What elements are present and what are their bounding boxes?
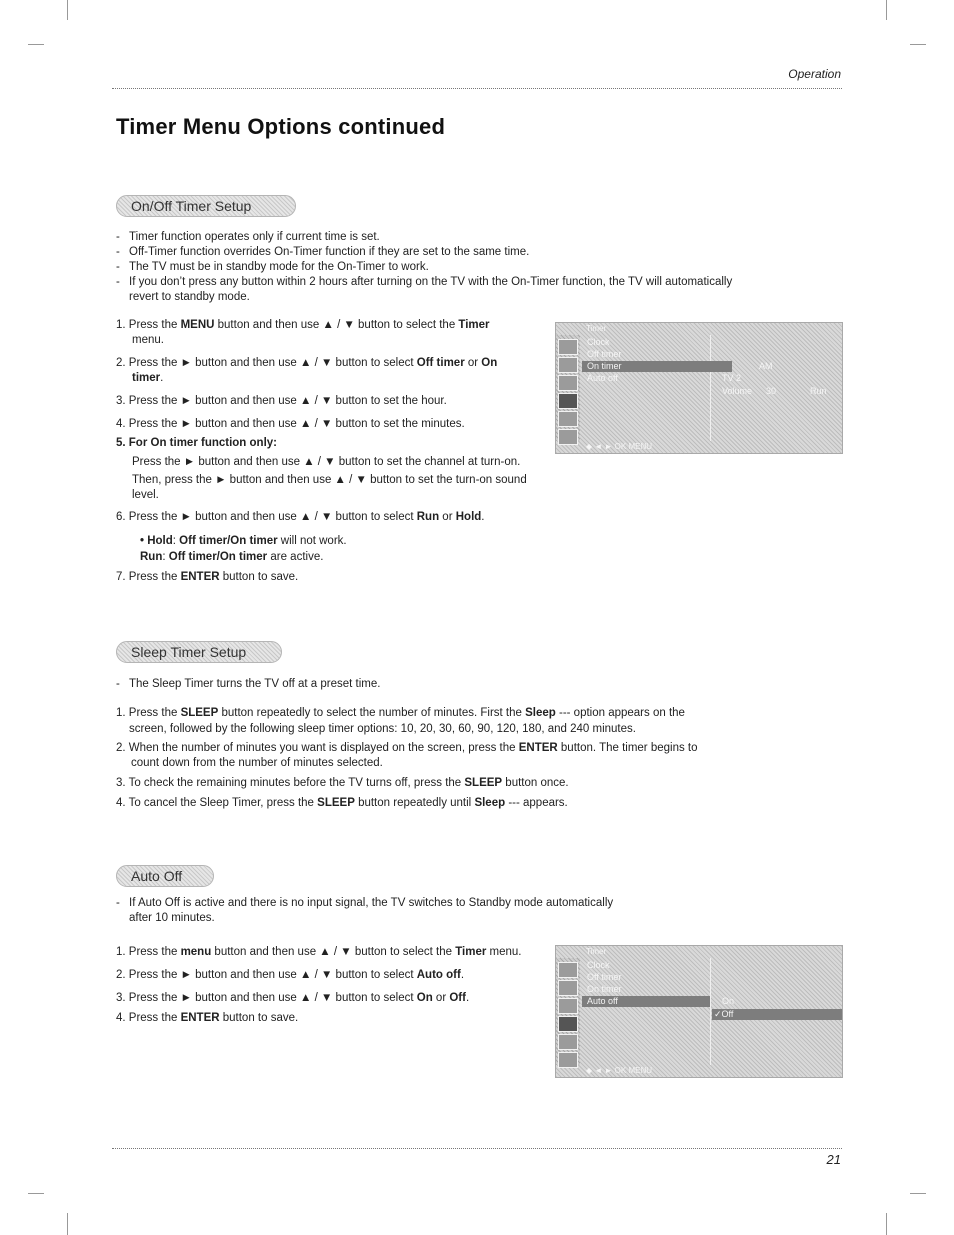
osd-item: On timer: [587, 984, 622, 994]
picture-icon: [558, 339, 578, 355]
picture-icon: [558, 962, 578, 978]
autooff-step-1: 1. Press the menu button and then use ▲ / ▼ button to select the Timer menu.: [116, 946, 522, 958]
note-item: If you don’t press any button within 2 hours after turning on the TV with the On-Timer function, the TV will automatically: [129, 276, 733, 288]
section-heading-sleep: Sleep Timer Setup: [116, 641, 282, 663]
osd-title: Timer: [586, 947, 607, 956]
crop-mark: [28, 44, 44, 45]
crop-mark: [886, 1213, 887, 1235]
sleep-step-3: 3. To check the remaining minutes before the TV turns off, press the SLEEP button once.: [116, 777, 569, 789]
step-2: 2. Press the ► button and then use ▲ / ▼ button to select Off timer or On: [116, 357, 498, 369]
step-5c: level.: [132, 489, 159, 501]
sleep-step-2: 2. When the number of minutes you want is displayed on the screen, press the ENTER button. The timer begins to: [116, 742, 698, 754]
osd-item-selected: Auto off: [587, 996, 618, 1006]
section-heading-autooff: Auto Off: [116, 865, 214, 887]
step-5b: Then, press the ► button and then use ▲ / ▼ button to set the turn-on sound: [132, 474, 527, 486]
sleep-step-4: 4. To cancel the Sleep Timer, press the SLEEP button repeatedly until Sleep --- appears.: [116, 797, 568, 809]
timer-icon: [558, 1016, 578, 1032]
step-7: 7. Press the ENTER button to save.: [116, 571, 299, 583]
sleep-step-1: 1. Press the SLEEP button repeatedly to select the number of minutes. First the Sleep --- option appears on the: [116, 707, 685, 719]
osd-value: 30: [766, 386, 777, 396]
autooff-note-cont: after 10 minutes.: [129, 912, 215, 924]
osd-item: Auto off: [587, 373, 618, 383]
osd-item: Clock: [587, 337, 610, 347]
section-label: Operation: [788, 67, 841, 81]
osd-option-selected: ✓Off: [714, 1009, 734, 1019]
crop-mark: [910, 44, 926, 45]
footer-rule: [112, 1148, 842, 1149]
note-item: revert to standby mode.: [129, 291, 250, 303]
step-1-cont: menu.: [132, 334, 164, 346]
crop-mark: [886, 0, 887, 20]
osd-item-selected: On timer: [587, 361, 622, 371]
sound-icon: [558, 357, 578, 373]
run-note: Run: Off timer/On timer are active.: [140, 551, 324, 563]
sound-icon: [558, 980, 578, 996]
timer-icon: [558, 393, 578, 409]
crop-mark: [910, 1193, 926, 1194]
step-6: 6. Press the ► button and then use ▲ / ▼ button to select Run or Hold.: [116, 511, 485, 523]
setup-icon: [558, 998, 578, 1014]
step-5: 5. For On timer function only:: [116, 437, 277, 449]
crop-mark: [67, 1213, 68, 1235]
page-number: 21: [826, 1152, 841, 1167]
osd-value: AM: [759, 361, 773, 371]
sleep-step-1-cont: screen, followed by the following sleep timer options: 10, 20, 30, 60, 90, 120, 180, and 240 minutes.: [129, 723, 636, 735]
tv-menu-screenshot-timer: [555, 322, 843, 454]
crop-mark: [67, 0, 68, 20]
osd-value: TV 2: [722, 373, 742, 383]
osd-footer: ◆ ◄ ► OK MENU: [586, 1066, 652, 1075]
osd-item: Off timer: [587, 349, 622, 359]
setup-icon: [558, 375, 578, 391]
option-icon: [558, 1034, 578, 1050]
osd-footer: ◆ ◄ ► OK MENU: [586, 442, 652, 451]
page-title: Timer Menu Options continued: [116, 114, 446, 139]
step-2-cont: timer.: [132, 372, 164, 384]
autooff-step-2: 2. Press the ► button and then use ▲ / ▼ button to select Auto off.: [116, 969, 465, 981]
note-item: Timer function operates only if current time is set.: [129, 231, 380, 243]
autooff-step-3: 3. Press the ► button and then use ▲ / ▼ button to select On or Off.: [116, 992, 470, 1004]
hold-note: • Hold: Off timer/On timer will not work.: [140, 535, 347, 547]
sleep-step-2-cont: count down from the number of minutes selected.: [131, 757, 383, 769]
header-rule: [112, 88, 842, 89]
step-3: 3. Press the ► button and then use ▲ / ▼ button to set the hour.: [116, 395, 447, 407]
autooff-note: If Auto Off is active and there is no input signal, the TV switches to Standby mode automatically: [129, 897, 614, 909]
step-4: 4. Press the ► button and then use ▲ / ▼ button to set the minutes.: [116, 418, 465, 430]
note-item: The TV must be in standby mode for the On-Timer to work.: [129, 261, 429, 273]
step-1: 1. Press the MENU button and then use ▲ / ▼ button to select the Timer: [116, 319, 490, 331]
note-item: Off-Timer function overrides On-Timer function if they are set to the same time.: [129, 246, 530, 258]
tv-menu-screenshot-autooff: [555, 945, 843, 1078]
osd-value: Volume: [722, 386, 753, 396]
osd-title: Timer: [586, 324, 607, 333]
section-heading-onoff: On/Off Timer Setup: [116, 195, 296, 217]
osd-item: Clock: [587, 960, 610, 970]
crop-mark: [28, 1193, 44, 1194]
osd-item: Off timer: [587, 972, 622, 982]
sleep-note: The Sleep Timer turns the TV off at a preset time.: [129, 678, 381, 690]
step-5a: Press the ► button and then use ▲ / ▼ button to set the channel at turn-on.: [132, 456, 521, 468]
osd-option: On: [722, 996, 735, 1006]
autooff-step-4: 4. Press the ENTER button to save.: [116, 1012, 299, 1024]
option-icon: [558, 411, 578, 427]
osd-value: Run: [810, 386, 827, 396]
